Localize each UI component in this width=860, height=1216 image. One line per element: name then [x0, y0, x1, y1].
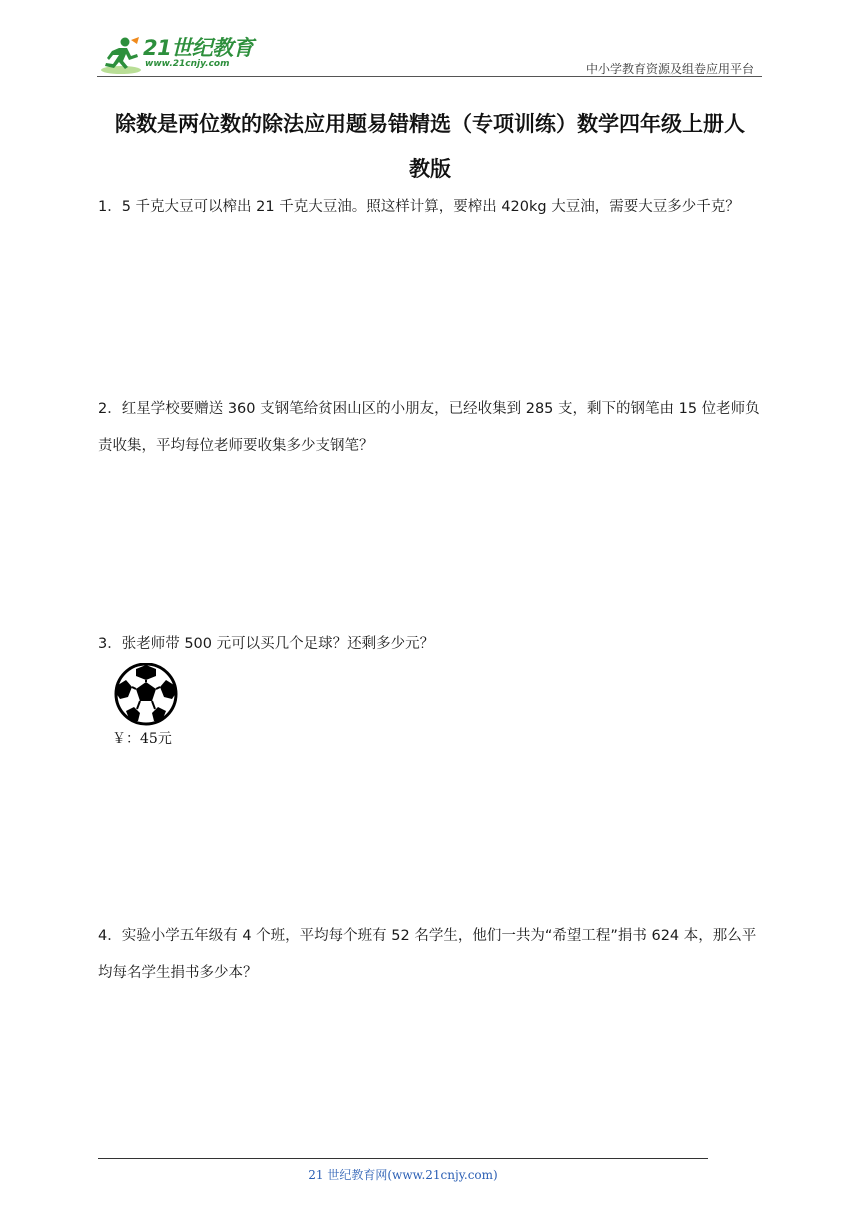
question-3: 3．张老师带 500 元可以买几个足球？还剩多少元？ [98, 636, 435, 652]
page-title-line-1: 除数是两位数的除法应用题易错精选（专项训练）数学四年级上册人 [115, 112, 745, 136]
header-divider [97, 76, 762, 77]
soccer-ball-icon [112, 663, 180, 727]
page-header [97, 30, 762, 78]
question-2: 2．红星学校要赠送 360 支钢笔给贫困山区的小朋友，已经收集到 285 支，剩下的钢笔由 15 位老师负责收集，平均每位老师要收集多少支钢笔？ [98, 401, 760, 454]
logo-url-text: www.21cnjy.com [145, 59, 230, 69]
logo-brand-text: 21世纪教育 [143, 36, 254, 60]
page-title-line-2: 教版 [409, 157, 451, 181]
logo [97, 34, 267, 78]
footer-divider [98, 1158, 708, 1159]
header-slogan: 中小学教育资源及组卷应用平台 [585, 62, 754, 76]
soccer-ball-price-label: ￥：45元 [112, 731, 172, 747]
question-4: 4．实验小学五年级有 4 个班，平均每个班有 52 名学生，他们一共为“希望工程”捐书 624 本，那么平均每名学生捐书多少本？ [98, 928, 757, 981]
runner-logo-icon [97, 34, 143, 78]
question-1: 1．5 千克大豆可以榨出 21 千克大豆油。照这样计算，要榨出 420kg 大豆油，需要大豆多少千克？ [98, 199, 740, 215]
footer-text: 21 世纪教育网(www.21cnjy.com) [308, 1168, 498, 1182]
